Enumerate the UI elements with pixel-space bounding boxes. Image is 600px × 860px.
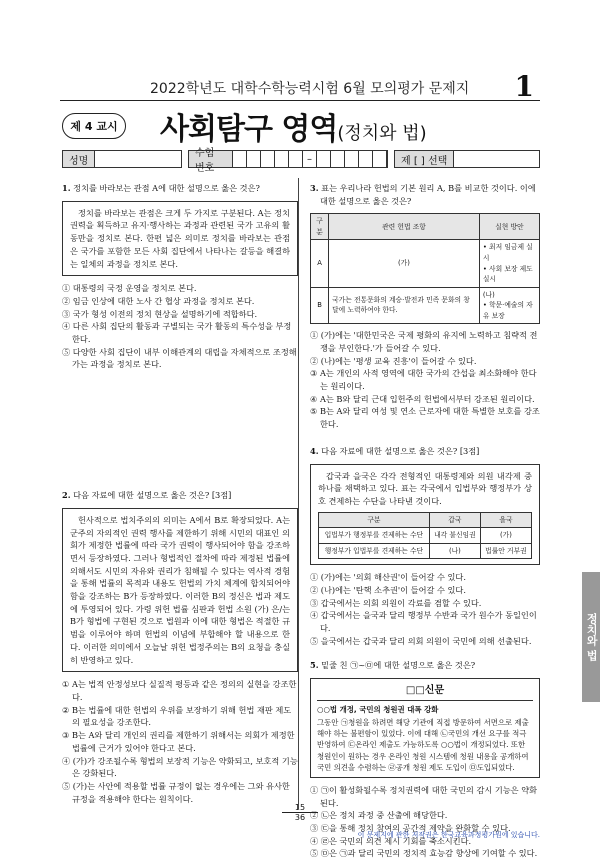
q2-choice-5[interactable]: ⑤ (가)는 사안에 적용할 법률 규정이 없는 경우에는 그와 유사한 규정을 적용해야 한다는 원칙이다. (62, 780, 290, 804)
q1-stem: 1. 정치를 바라보는 관점 A에 대한 설명으로 옳은 것은? (62, 183, 260, 193)
table-row: B 국가는 전통문화의 계승·발전과 민족 문화의 창달에 노력하여야 한다. (나) • 학문·예술의 자유 보장 (311, 287, 540, 324)
right-column (310, 182, 540, 860)
exam-title: 2022학년도 대학수학능력시험 6월 모의평가 문제지 (150, 81, 470, 97)
q3-header-3: 실현 방안 (479, 214, 539, 240)
period-badge: 제 4 교시 (62, 113, 126, 139)
exam-dash: – (303, 151, 317, 167)
subject-side-tab: 정치와 법 (582, 572, 600, 702)
q5-choice-4[interactable]: ④ ㉣은 국민의 의견 제시 기회를 축소시킨다. (310, 835, 472, 846)
q1-choice-5[interactable]: ⑤ 다양한 사회 집단이 내부 이해관계의 대립을 자체적으로 조정해가는 과정을 정치로 본다. (62, 346, 297, 370)
q1-choice-2[interactable]: ② 임금 인상에 대한 노사 간 협상 과정을 정치로 본다. (62, 295, 255, 306)
q4-choice-1[interactable]: ① (가)에는 '의회 해산권'이 들어갈 수 있다. (310, 572, 466, 583)
q5-news-box (310, 678, 540, 778)
copyright-notice: 이 문제지에 관한 저작권은 한국교육과정평가원에 있습니다. (357, 831, 540, 839)
table-row: 행정부가 입법부를 견제하는 수단 (나) 법률안 거부권 (319, 543, 532, 559)
candidate-info-row (62, 148, 540, 174)
q2-choice-1[interactable]: ① A는 법적 안정성보다 실질적 평등과 같은 정의의 실현을 강조한다. (62, 679, 297, 702)
q1-choice-1[interactable]: ① 대통령의 국정 운영을 정치로 본다. (62, 283, 197, 294)
q5-choice-5[interactable]: ⑤ ㉤은 ㉠과 달리 국민의 정치적 효능감 향상에 기여할 수 있다. (310, 848, 538, 859)
q5-choice-1[interactable]: ① ㉠이 활성화될수록 정치권력에 대한 국민의 감시 기능은 약화된다. (310, 784, 538, 808)
q2-choice-2[interactable]: ② B는 법률에 대한 헌법의 우위를 보장하기 위해 헌법 재판 제도의 필요성을 강조한다. (62, 704, 292, 728)
q3-header-1: 구분 (311, 214, 329, 240)
subject-main: 사회탐구 영역 (160, 112, 338, 147)
select-box (394, 150, 540, 168)
q1-passage: 정치를 바라보는 관점은 크게 두 가지로 구분된다. A는 정치 권력을 획득하고 유지·행사하는 과정과 관련된 국가 고유의 활동만을 정치로 본다. 한편 넓은 의미로 정치를 바라보는 관점은 국가를 포함한 모든 사회 집단에서 나타나는 갈등을 해결하는 일체의 과정을 정치로 본다. (62, 201, 298, 277)
footer-page-number (282, 803, 318, 822)
name-label: 성명 (63, 151, 95, 167)
q2-choice-4[interactable]: ④ (가)가 강조될수록 형법의 보장적 기능은 약화되고, 보호적 기능은 강화된다. (62, 755, 298, 779)
q4-passage: 갑국과 을국은 각각 전형적인 대통령제와 의원 내각제 중 하나를 채택하고 있다. 표는 각국에서 입법부와 행정부가 상호 견제하는 수단을 나타낸 것이다. 구분 갑국 을국 입법부가 행정부를 견제하는 수단 내각 불신임권 (가) 행정부가 입법부를 견제하는 수단 (나) 법률안 거부권 (310, 464, 540, 566)
q4-choice-5[interactable]: ⑤ 을국에서는 갑국과 달리 의회 의원이 국민에 의해 선출된다. (310, 635, 532, 646)
question-3 (310, 182, 540, 431)
q3-choice-2[interactable]: ② (나)에는 '평생 교육 진흥'이 들어갈 수 있다. (310, 355, 477, 366)
table-row: A (가) • 최저 임금제 실시 • 사회 보장 제도 실시 (311, 240, 540, 287)
exam-number-cells[interactable] (233, 151, 387, 167)
q3-choice-3[interactable]: ③ A는 개인의 사적 영역에 대한 국가의 간섭을 최소화해야 한다는 원리이다. (310, 368, 537, 391)
q1-choice-4[interactable]: ④ 다른 사회 집단의 활동과 구별되는 국가 활동의 특수성을 부정한다. (62, 321, 292, 345)
q1-choice-3[interactable]: ③ 국가 형성 이전의 정치 현상을 설명하기에 적합하다. (62, 308, 258, 319)
footer-page-current: 15 (282, 803, 318, 813)
exam-number-label: 수험 번호 (189, 151, 233, 167)
q5-choice-2[interactable]: ② ㉡은 정치 과정 중 산출에 해당한다. (310, 810, 448, 821)
table-row: 입법부가 행정부를 견제하는 수단 내각 불신임권 (가) (319, 528, 532, 544)
q3-choice-4[interactable]: ④ A는 B와 달리 근대 입헌주의 헌법에서부터 강조된 원리이다. (310, 393, 535, 404)
left-column (62, 182, 298, 805)
subject-sub: (정치와 법) (337, 123, 427, 144)
q4-choice-4[interactable]: ④ 갑국에서는 을국과 달리 행정부 수반과 국가 원수가 동일인이다. (310, 610, 537, 634)
column-divider (298, 178, 299, 809)
news-masthead: □□신문 (317, 683, 533, 701)
q3-choice-1[interactable]: ① (가)에는 '대한민국은 국제 평화의 유지에 노력하고 침략적 전쟁을 부인한다.'가 들어갈 수 있다. (310, 330, 538, 353)
q5-stem: 5. 밑줄 친 ㉠~㉤에 대한 설명으로 옳은 것은? (310, 660, 476, 671)
question-1 (62, 182, 298, 371)
q2-passage: 헌사적으로 법치주의의 의미는 A에서 B로 확장되었다. A는 군주의 자의적인 권력 행사를 제한하기 위해 시민의 대표인 의회가 제정한 법률에 따라 국가 권력이 행사되어야 함을 강조하면서 등장하였다. 그러나 형법적인 절차에 따라 제정된 법률에 의해서도 시민의 자유와 권리가 침해될 수 있다는 역사적 경험을 통해 법률의 목적과 내용도 헌법의 가치 체계에 합치되어야 함을 강조하는 B가 등장하였다. 이러한 B의 정신은 법과 제도에 투영되어 있다. 가령 위헌 법률 심판과 헌법 소원 (가) 은/는 B가 형법에 구현된 것으로 법원과 이에 대한 형법은 적절한 규범을 이루어야 하며 헌법의 이념에 부합해야 할 내용으로 한다. 이러한 의미에서 오늘날 위헌 법정주의는 B의 요청을 충실히 반영하고 있다. (62, 508, 298, 672)
footer-page-total: 36 (294, 813, 306, 822)
question-2 (62, 489, 298, 805)
q2-stem: 2. 다음 자료에 대한 설명으로 옳은 것은? [3점] (62, 490, 232, 501)
news-headline: ○○법 개정, 국민의 청원권 대폭 강화 (317, 705, 439, 715)
name-box (62, 150, 182, 168)
subject-title (160, 104, 427, 148)
select-label: 제 [ ] 선택 (395, 151, 454, 167)
q3-choice-5[interactable]: ⑤ B는 A와 달리 여성 및 연소 근로자에 대한 특별한 보호를 강조한다. (310, 406, 540, 430)
q3-table (310, 213, 540, 324)
news-body: 그동안 ㉠청원을 하려면 해당 기관에 직접 방문하여 서면으로 제출해야 하는 불편함이 있었다. 이에 대해 ㉡국민의 개선 요구를 적극 반영하여 ㉢온라인 제출도 가능하도록 ○○법이 개정되었다. 또한 청원인이 원하는 경우 온라인 청원 시스템에 청원 내용을 공개하여 국민 의견을 수렴하는 ㉣공개 청원 제도 도입이 ㉤도입되었다. (317, 718, 529, 772)
q4-choice-3[interactable]: ③ 갑국에서는 의회 의원이 각료를 겸할 수 있다. (310, 597, 482, 608)
question-4 (310, 445, 540, 648)
q4-table: 구분 갑국 을국 입법부가 행정부를 견제하는 수단 내각 불신임권 (가) 행정부가 입법부를 견제하는 수단 (나) 법률안 거부권 (318, 512, 532, 560)
q3-header-2: 관련 헌법 조항 (329, 214, 480, 240)
q3-stem: 3. 표는 우리나라 헌법의 기본 원리 A, B를 비교한 것이다. 이에 대한 설명으로 옳은 것은? (310, 183, 536, 206)
q5-choice-3[interactable]: ③ ㉢을 통해 정치 참여의 공간적 제약을 완화할 수 있다. (310, 822, 511, 833)
header-rule (60, 100, 540, 101)
q4-stem: 4. 다음 자료에 대한 설명으로 옳은 것은? [3점] (310, 445, 480, 456)
exam-number-box (188, 148, 388, 174)
q4-choice-2[interactable]: ② (나)에는 '탄핵 소추권'이 들어갈 수 있다. (310, 584, 466, 595)
q2-choice-3[interactable]: ③ B는 A와 달리 개인의 권리를 제한하기 위해서는 의회가 제정한 법률에 근거가 있어야 한다고 본다. (62, 730, 295, 753)
page-number: 1 (514, 70, 534, 103)
